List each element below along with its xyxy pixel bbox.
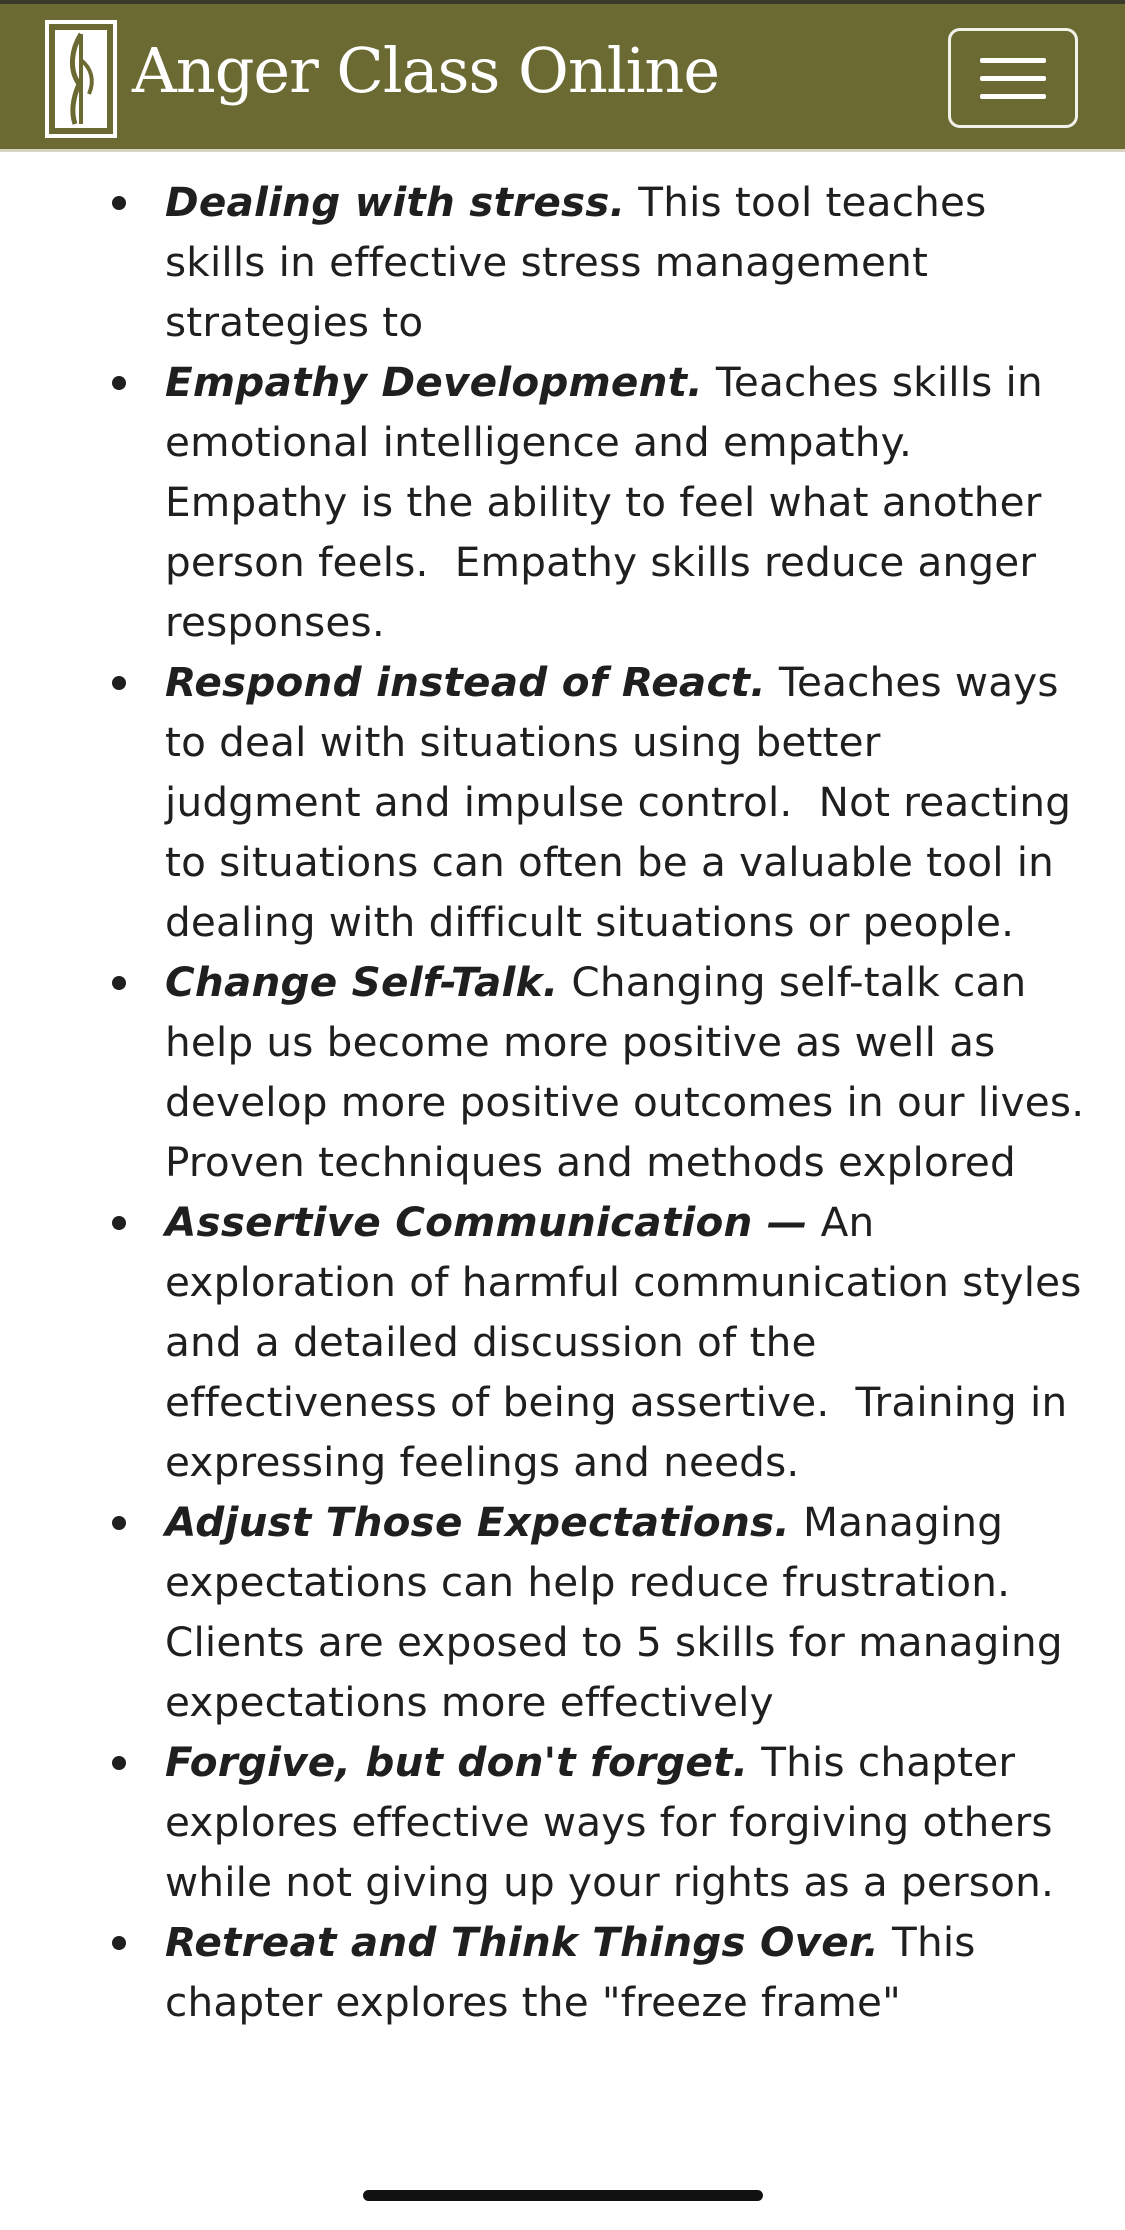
tool-title: Adjust Those Expectations.: [165, 1498, 790, 1546]
list-item: [0, 1492, 1125, 1732]
tool-description: This chapter explores the "freeze frame": [165, 1918, 989, 2026]
list-item: [0, 952, 1125, 1192]
hamburger-menu-icon: [980, 58, 1046, 63]
hamburger-menu-button[interactable]: [948, 28, 1078, 128]
tool-description: This chapter explores effective ways for forgiving others while not giving up your rights as a person.: [165, 1738, 1066, 1906]
bullet-icon: [112, 1216, 126, 1230]
tool-list: [0, 172, 1125, 2032]
tool-title: Dealing with stress.: [165, 178, 626, 226]
tool-title: Forgive, but don't forget.: [165, 1738, 749, 1786]
hamburger-menu-icon: [980, 94, 1046, 99]
bullet-icon: [112, 196, 126, 210]
bullet-icon: [112, 376, 126, 390]
list-item: [0, 1192, 1125, 1492]
leaf-logo-icon[interactable]: [45, 20, 117, 138]
list-item: [0, 652, 1125, 952]
tool-description: Teaches ways to deal with situations using better judgment and impulse control. Not reacting to situations can often be a valuable tool in dealing with difficult situations or people.: [165, 658, 1085, 946]
tool-title: Change Self-Talk.: [165, 958, 559, 1006]
bullet-icon: [112, 1516, 126, 1530]
tool-title: Empathy Development.: [165, 358, 703, 406]
list-item: [0, 1912, 1125, 2032]
list-item: [0, 172, 1125, 352]
bullet-icon: [112, 1756, 126, 1770]
hamburger-menu-icon: [980, 76, 1046, 81]
tool-description: Teaches skills in emotional intelligence and empathy. Empathy is the ability to feel what another person feels. Empathy skills reduce anger responses.: [165, 358, 1056, 646]
tool-description: Changing self-talk can help us become more positive as well as develop more positive outcomes in our lives. Proven techniques and methods explored: [165, 958, 1111, 1186]
bullet-icon: [112, 1936, 126, 1950]
site-title[interactable]: Anger Class Online: [132, 34, 720, 107]
tool-title: Retreat and Think Things Over.: [165, 1918, 879, 1966]
bullet-icon: [112, 976, 126, 990]
main-content: [0, 172, 1125, 2032]
tool-description: An exploration of harmful communication styles and a detailed discussion of the effectiveness of being assertive. Training in expressing feelings and needs.: [165, 1198, 1095, 1486]
site-navbar: [0, 4, 1125, 152]
tool-description: Managing expectations can help reduce frustration. Clients are exposed to 5 skills for managing expectations more effectively: [165, 1498, 1076, 1726]
home-indicator[interactable]: [363, 2190, 763, 2201]
tool-title: Respond instead of React.: [165, 658, 766, 706]
tool-title: Assertive Communication —: [165, 1198, 808, 1246]
bullet-icon: [112, 676, 126, 690]
tool-description: This tool teaches skills in effective stress management strategies to: [165, 178, 1000, 346]
list-item: [0, 1732, 1125, 1912]
list-item: [0, 352, 1125, 652]
